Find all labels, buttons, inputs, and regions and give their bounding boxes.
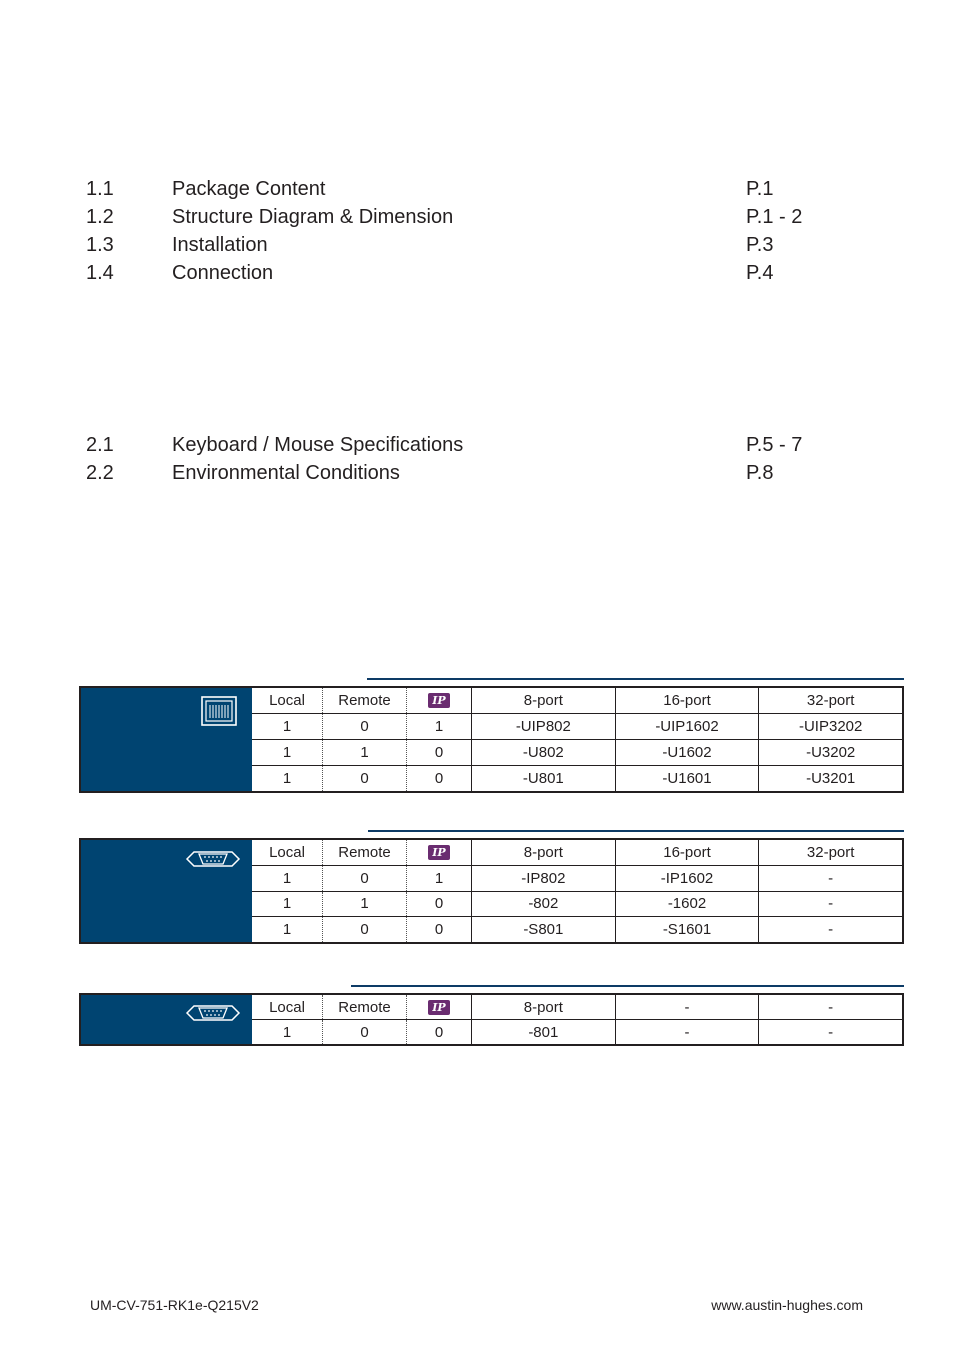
- cell-local: 1: [282, 921, 292, 939]
- cell-16-port: -IP1602: [615, 866, 759, 891]
- header-8-port: 8-port: [471, 840, 615, 865]
- cell-16-port: -UIP1602: [615, 714, 759, 739]
- cell-ip: 1: [406, 866, 471, 891]
- header-16-port: 16-port: [615, 688, 759, 713]
- toc-title: Installation: [172, 234, 268, 256]
- table-grid: [252, 995, 902, 1044]
- toc-title: Environmental Conditions: [172, 462, 400, 484]
- model-table: [79, 686, 904, 793]
- ip-badge-icon: IP: [428, 1000, 450, 1015]
- cell-32-port: -: [758, 866, 902, 891]
- toc-title: Structure Diagram & Dimension: [172, 206, 454, 228]
- header-remote: Remote: [322, 688, 406, 713]
- header-32-port: 32-port: [758, 840, 902, 865]
- cell-8-port: -U802: [471, 740, 615, 765]
- cell-local: 1: [282, 1023, 292, 1041]
- cell-8-port: -U801: [471, 766, 615, 791]
- toc-page: P.8: [746, 462, 774, 484]
- cell-16-port: -S1601: [615, 917, 759, 942]
- header-local: Local: [269, 692, 305, 709]
- table-side-panel: [81, 995, 252, 1044]
- toc-number: 1.2: [86, 206, 114, 228]
- cell-32-port: -: [758, 917, 902, 942]
- cell-local: 1: [282, 770, 292, 787]
- header-ip: [406, 688, 471, 713]
- header-local: Local: [269, 843, 305, 861]
- toc-number: 1.4: [86, 262, 114, 284]
- toc-page: P.3: [746, 234, 774, 256]
- cell-local: 1: [282, 718, 292, 735]
- cell-local: 1: [282, 869, 292, 887]
- toc-number: 1.1: [86, 178, 114, 200]
- table-row: [252, 713, 902, 739]
- cell-ip: 0: [406, 740, 471, 765]
- toc-title: Keyboard / Mouse Specifications: [172, 434, 464, 456]
- cell-ip: 0: [406, 766, 471, 791]
- header-32-port: 32-port: [758, 688, 902, 713]
- cell-16-port: -1602: [615, 892, 759, 917]
- table-header-row: [252, 688, 902, 713]
- section-rule: [368, 830, 904, 832]
- header-local: Local: [269, 998, 305, 1016]
- table-grid: [252, 840, 902, 942]
- toc-page: P.1: [746, 178, 774, 200]
- cell-16-port: -U1601: [615, 766, 759, 791]
- table-row: [252, 891, 902, 917]
- rj45-port-icon: [201, 696, 237, 726]
- cell-ip: 0: [406, 892, 471, 917]
- table-row: [252, 916, 902, 942]
- header-remote: Remote: [322, 995, 406, 1019]
- section-rule: [367, 678, 904, 680]
- cell-32-port: -: [758, 892, 902, 917]
- cell-local: 1: [282, 744, 292, 761]
- toc-title: Package Content: [172, 178, 326, 200]
- table-row: [252, 865, 902, 891]
- cell-8-port: -IP802: [471, 866, 615, 891]
- toc-page: P.4: [746, 262, 774, 284]
- model-table: [79, 993, 904, 1046]
- toc-number: 2.1: [86, 434, 114, 456]
- cell-32-port: -UIP3202: [758, 714, 902, 739]
- section-rule: [351, 985, 904, 987]
- table-row: [252, 1019, 902, 1044]
- cell-remote: 0: [322, 714, 406, 739]
- model-table-block: [79, 678, 904, 793]
- header-8-port: 8-port: [471, 995, 615, 1019]
- cell-ip: 1: [406, 714, 471, 739]
- table-row: [252, 765, 902, 791]
- table-header-row: [252, 840, 902, 865]
- table-row: [252, 739, 902, 765]
- cell-16-port: -: [615, 1020, 759, 1044]
- header-ip: [406, 840, 471, 865]
- cell-8-port: -UIP802: [471, 714, 615, 739]
- table-side-panel: [81, 688, 252, 791]
- toc-number: 2.2: [86, 462, 114, 484]
- cell-remote: 1: [322, 740, 406, 765]
- header-16-port: -: [615, 995, 759, 1019]
- website-link[interactable]: www.austin-hughes.com: [711, 1297, 863, 1313]
- cell-8-port: -802: [471, 892, 615, 917]
- cell-32-port: -U3202: [758, 740, 902, 765]
- cell-remote: 0: [322, 917, 406, 942]
- vga-port-icon: [185, 848, 241, 870]
- model-table-block: [79, 830, 904, 944]
- cell-remote: 0: [322, 866, 406, 891]
- cell-remote: 0: [322, 766, 406, 791]
- header-32-port: -: [758, 995, 902, 1019]
- table-header-row: [252, 995, 902, 1019]
- header-16-port: 16-port: [615, 840, 759, 865]
- model-table: [79, 838, 904, 944]
- cell-32-port: -: [758, 1020, 902, 1044]
- toc-page: P.1 - 2: [746, 206, 803, 228]
- header-8-port: 8-port: [471, 688, 615, 713]
- header-remote: Remote: [322, 840, 406, 865]
- cell-ip: 0: [406, 1020, 471, 1044]
- cell-8-port: -801: [471, 1020, 615, 1044]
- vga-port-icon: [185, 1002, 241, 1024]
- toc-page: P.5 - 7: [746, 434, 803, 456]
- cell-16-port: -U1602: [615, 740, 759, 765]
- document-code: UM-CV-751-RK1e-Q215V2: [90, 1297, 259, 1313]
- toc-number: 1.3: [86, 234, 114, 256]
- cell-8-port: -S801: [471, 917, 615, 942]
- cell-remote: 1: [322, 892, 406, 917]
- cell-local: 1: [282, 895, 292, 913]
- header-ip: [406, 995, 471, 1019]
- cell-remote: 0: [322, 1020, 406, 1044]
- toc-title: Connection: [172, 262, 274, 284]
- cell-32-port: -U3201: [758, 766, 902, 791]
- table-side-panel: [81, 840, 252, 942]
- ip-badge-icon: IP: [428, 845, 450, 860]
- ip-badge-icon: IP: [428, 693, 450, 708]
- model-table-block: [79, 985, 904, 1046]
- table-grid: [252, 688, 902, 791]
- cell-ip: 0: [406, 917, 471, 942]
